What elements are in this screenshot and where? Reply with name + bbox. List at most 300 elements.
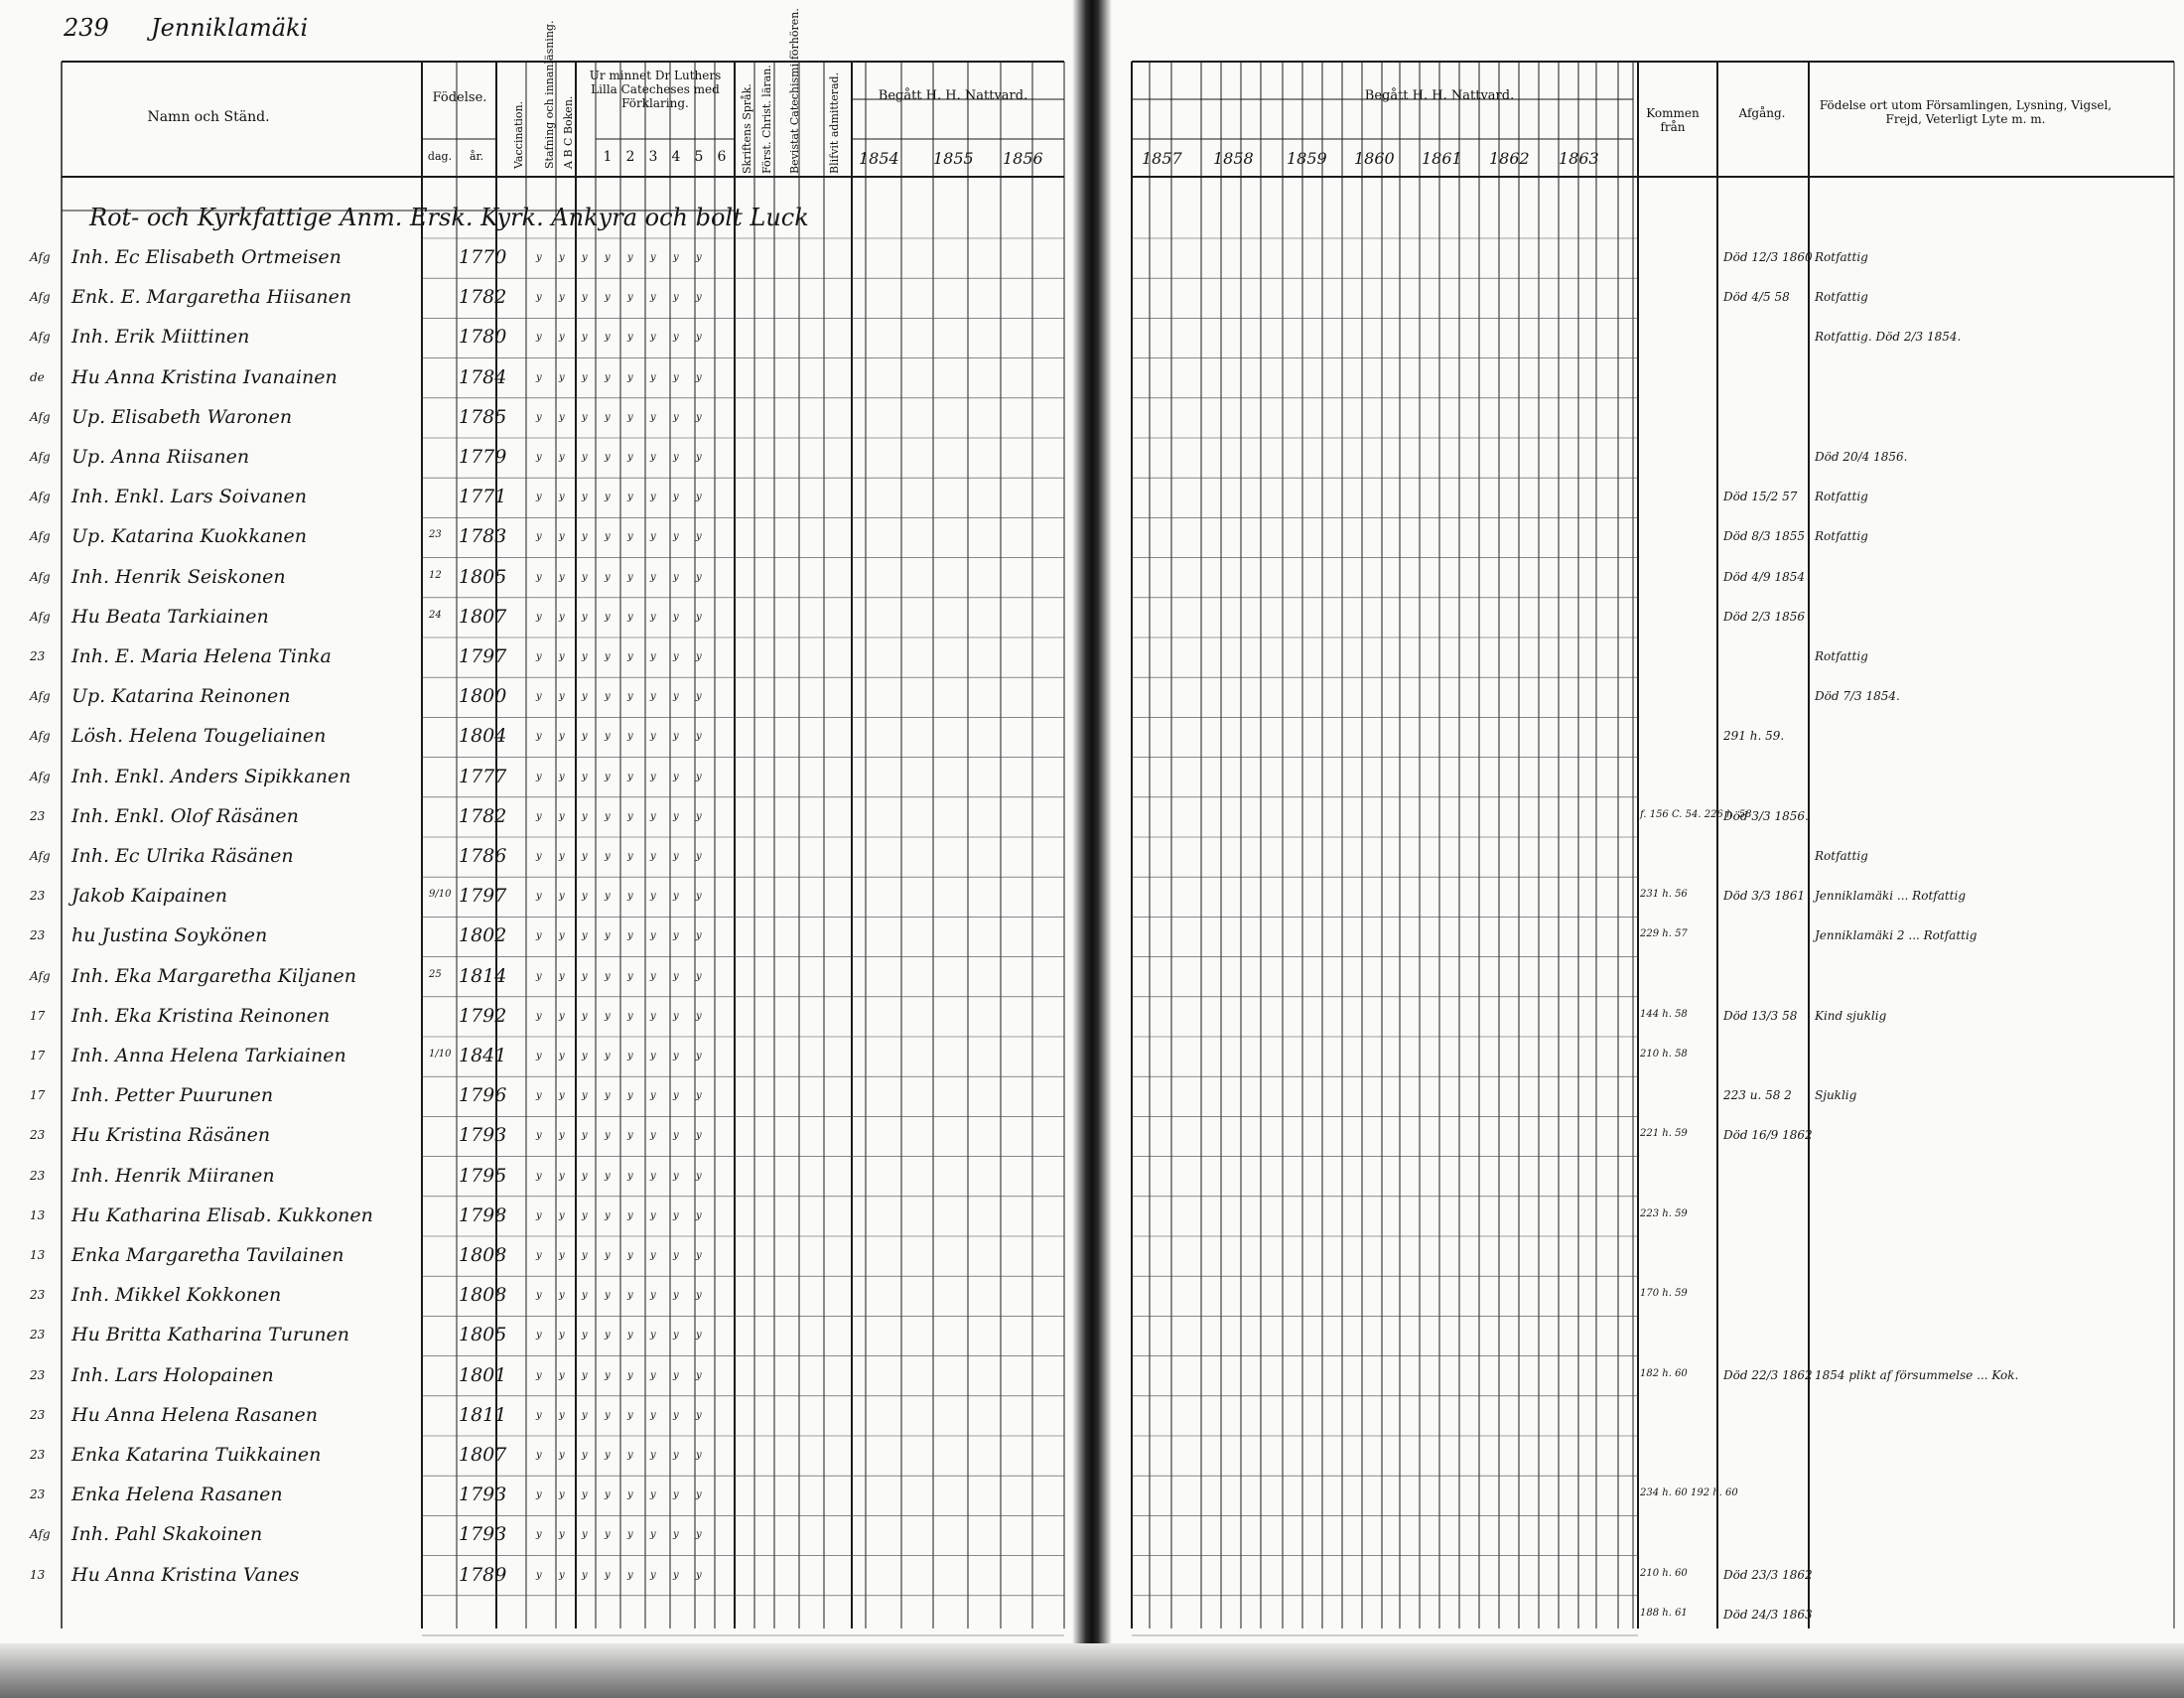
birth-year: 1782	[459, 286, 507, 309]
check-mark: y	[582, 292, 588, 304]
check-mark: y	[650, 1290, 656, 1302]
check-mark: y	[559, 651, 565, 662]
header-departure: Afgång.	[1738, 106, 1786, 120]
departure-note: Död 16/9 1862	[1723, 1128, 1813, 1143]
departure-note: Död 24/3 1863	[1723, 1607, 1813, 1622]
check-mark: y	[536, 1051, 542, 1061]
check-mark: y	[696, 252, 702, 263]
remark-note: Rotfattig	[1815, 490, 1868, 504]
person-name: Inh. Henrik Miiranen	[71, 1164, 275, 1187]
person-name: Inh. Henrik Seiskonen	[71, 565, 286, 588]
check-mark: y	[696, 1051, 702, 1061]
person-name: Hu Anna Kristina Vanes	[71, 1563, 300, 1586]
check-mark: y	[605, 371, 611, 383]
arrival-note: 210 h. 60	[1640, 1567, 1688, 1579]
check-mark: y	[673, 1090, 679, 1102]
header-christianity: Först. Christ. läran.	[760, 65, 773, 174]
person-name: Enk. E. Margaretha Hiisanen	[71, 286, 352, 309]
check-mark: y	[605, 411, 611, 423]
birth-day: 9/10	[429, 889, 452, 901]
check-mark: y	[673, 371, 679, 383]
person-name: Hu Britta Katharina Turunen	[71, 1324, 350, 1346]
check-mark: y	[536, 1010, 542, 1022]
birth-year: 1793	[459, 1124, 507, 1147]
communion-year-right: 1859	[1287, 149, 1327, 168]
person-name: Enka Helena Rasanen	[71, 1484, 283, 1506]
check-mark: y	[582, 771, 588, 782]
communion-year-right: 1863	[1559, 149, 1599, 168]
check-mark: y	[559, 252, 565, 263]
check-mark: y	[559, 1529, 565, 1541]
check-mark: y	[559, 492, 565, 503]
check-mark: y	[650, 1051, 656, 1061]
arrival-note: 182 h. 60	[1640, 1367, 1688, 1379]
check-mark: y	[673, 771, 679, 782]
check-mark: y	[536, 1489, 542, 1501]
person-name: Jakob Kaipainen	[71, 885, 227, 908]
check-mark: y	[696, 1130, 702, 1142]
remark-note: Rotfattig	[1815, 849, 1868, 863]
check-mark: y	[605, 851, 611, 862]
remark-note: Rotfattig	[1815, 290, 1868, 305]
check-mark: y	[605, 891, 611, 903]
check-mark: y	[627, 970, 633, 982]
check-mark: y	[582, 531, 588, 543]
departure-note: Död 3/3 1856.	[1723, 808, 1809, 823]
check-mark: y	[559, 531, 565, 543]
check-mark: y	[673, 531, 679, 543]
communion-year-right: 1861	[1422, 149, 1462, 168]
check-mark: y	[605, 731, 611, 743]
row-mark: Afg	[30, 1527, 51, 1542]
arrival-note: 231 h. 56	[1640, 889, 1688, 901]
person-name: Inh. Mikkel Kokkonen	[71, 1284, 282, 1307]
check-mark: y	[627, 371, 633, 383]
check-mark: y	[696, 771, 702, 782]
check-mark: y	[673, 651, 679, 662]
check-mark: y	[673, 1489, 679, 1501]
check-mark: y	[536, 292, 542, 304]
check-mark: y	[536, 1090, 542, 1102]
check-mark: y	[696, 571, 702, 583]
check-mark: y	[650, 771, 656, 782]
birth-year: 1792	[459, 1004, 507, 1027]
check-mark: y	[696, 452, 702, 463]
row-mark: Afg	[30, 290, 51, 305]
check-mark: y	[605, 1090, 611, 1102]
check-mark: y	[582, 810, 588, 822]
birth-year: 1783	[459, 525, 507, 548]
check-mark: y	[536, 1569, 542, 1581]
check-mark: y	[536, 1170, 542, 1182]
check-mark: y	[650, 571, 656, 583]
check-mark: y	[536, 930, 542, 942]
check-mark: y	[627, 1290, 633, 1302]
check-mark: y	[650, 1569, 656, 1581]
check-mark: y	[650, 332, 656, 344]
check-mark: y	[627, 611, 633, 623]
check-mark: y	[582, 930, 588, 942]
check-mark: y	[582, 1250, 588, 1261]
row-mark: 23	[30, 889, 46, 904]
check-mark: y	[650, 1489, 656, 1501]
check-mark: y	[582, 1130, 588, 1142]
check-mark: y	[559, 1489, 565, 1501]
check-mark: y	[536, 1290, 542, 1302]
check-mark: y	[582, 970, 588, 982]
person-name: Inh. Erik Miittinen	[71, 326, 250, 349]
catechism-col-3: 3	[648, 149, 658, 165]
check-mark: y	[605, 1250, 611, 1261]
check-mark: y	[627, 1250, 633, 1261]
check-mark: y	[536, 1209, 542, 1221]
check-mark: y	[627, 452, 633, 463]
check-mark: y	[605, 1409, 611, 1421]
check-mark: y	[559, 411, 565, 423]
check-mark: y	[536, 411, 542, 423]
check-mark: y	[559, 1290, 565, 1302]
birth-day: 23	[429, 529, 442, 541]
birth-year: 1793	[459, 1523, 507, 1546]
check-mark: y	[696, 731, 702, 743]
birth-year: 1784	[459, 365, 507, 388]
person-name: Inh. Ec Elisabeth Ortmeisen	[71, 246, 341, 268]
person-name: Hu Beata Tarkiainen	[71, 605, 269, 628]
row-mark: 13	[30, 1248, 46, 1262]
check-mark: y	[605, 771, 611, 782]
check-mark: y	[650, 1250, 656, 1261]
check-mark: y	[536, 651, 542, 662]
check-mark: y	[673, 1130, 679, 1142]
header-confirmation: Bevistat Catechismi-förhören.	[788, 8, 801, 174]
catechism-col-1: 1	[603, 149, 613, 165]
person-name: hu Justina Soykönen	[71, 924, 268, 947]
page-number: 239	[64, 14, 109, 42]
arrival-note: 229 h. 57	[1640, 928, 1688, 940]
check-mark: y	[605, 1489, 611, 1501]
check-mark: y	[536, 1330, 542, 1342]
check-mark: y	[627, 1330, 633, 1342]
check-mark: y	[650, 810, 656, 822]
birth-year: 1779	[459, 446, 507, 468]
check-mark: y	[605, 1170, 611, 1182]
birth-year: 1795	[459, 1164, 507, 1187]
person-name: Hu Kristina Räsänen	[71, 1124, 271, 1147]
row-mark: 23	[30, 1128, 46, 1143]
check-mark: y	[673, 492, 679, 503]
communion-year-right: 1857	[1142, 149, 1182, 168]
check-mark: y	[650, 691, 656, 703]
check-mark: y	[605, 1290, 611, 1302]
check-mark: y	[650, 891, 656, 903]
birth-year: 1804	[459, 725, 507, 748]
remark-note: 1854 plikt af försummelse ... Kok.	[1815, 1367, 2019, 1382]
check-mark: y	[673, 252, 679, 263]
row-mark: Afg	[30, 689, 51, 704]
check-mark: y	[696, 371, 702, 383]
remark-note: Jenniklamäki 2 ... Rotfattig	[1815, 928, 1978, 943]
check-mark: y	[627, 1209, 633, 1221]
row-mark: de	[30, 369, 45, 384]
arrival-note: 223 h. 59	[1640, 1207, 1688, 1219]
birth-year: 1797	[459, 885, 507, 908]
check-mark: y	[650, 1209, 656, 1221]
birth-year: 1807	[459, 1444, 507, 1466]
check-mark: y	[673, 571, 679, 583]
row-mark: 23	[30, 1168, 46, 1183]
check-mark: y	[696, 1250, 702, 1261]
check-mark: y	[582, 1369, 588, 1381]
person-name: Hu Anna Kristina Ivanainen	[71, 365, 338, 388]
person-name: Inh. Eka Margaretha Kiljanen	[71, 964, 357, 987]
check-mark: y	[559, 1010, 565, 1022]
person-name: Up. Anna Riisanen	[71, 446, 250, 468]
check-mark: y	[582, 691, 588, 703]
departure-note: Död 4/9 1854	[1723, 569, 1806, 584]
check-mark: y	[650, 292, 656, 304]
communion-year-left: 1854	[859, 149, 899, 168]
check-mark: y	[650, 371, 656, 383]
check-mark: y	[582, 332, 588, 344]
check-mark: y	[582, 1409, 588, 1421]
row-mark: 23	[30, 1448, 46, 1462]
header-year: år.	[469, 150, 484, 163]
check-mark: y	[650, 1529, 656, 1541]
check-mark: y	[696, 611, 702, 623]
check-mark: y	[673, 1569, 679, 1581]
check-mark: y	[673, 691, 679, 703]
check-mark: y	[673, 1529, 679, 1541]
birth-year: 1808	[459, 1244, 507, 1266]
check-mark: y	[605, 452, 611, 463]
person-name: Lösh. Helena Tougeliainen	[71, 725, 327, 748]
departure-note: Död 4/5 58	[1723, 290, 1790, 305]
check-mark: y	[673, 1409, 679, 1421]
check-mark: y	[605, 691, 611, 703]
row-mark: 17	[30, 1008, 46, 1023]
person-name: Hu Katharina Elisab. Kukkonen	[71, 1203, 373, 1226]
birth-year: 1801	[459, 1363, 507, 1386]
birth-day: 1/10	[429, 1049, 452, 1060]
person-name: Inh. Enkl. Anders Sipikkanen	[71, 765, 351, 787]
check-mark: y	[605, 1051, 611, 1061]
check-mark: y	[650, 411, 656, 423]
header-name: Namn och Ständ.	[147, 109, 270, 125]
check-mark: y	[605, 930, 611, 942]
check-mark: y	[582, 492, 588, 503]
remark-note: Kind sjuklig	[1815, 1008, 1887, 1023]
check-mark: y	[605, 252, 611, 263]
check-mark: y	[605, 1209, 611, 1221]
check-mark: y	[696, 492, 702, 503]
check-mark: y	[627, 1489, 633, 1501]
departure-note: Död 22/3 1862	[1723, 1367, 1813, 1382]
check-mark: y	[627, 1450, 633, 1461]
person-name: Up. Katarina Reinonen	[71, 685, 291, 708]
remark-note: Död 7/3 1854.	[1815, 689, 1900, 704]
check-mark: y	[559, 611, 565, 623]
check-mark: y	[605, 1010, 611, 1022]
remark-note: Rotfattig. Död 2/3 1854.	[1815, 330, 1962, 345]
check-mark: y	[627, 891, 633, 903]
check-mark: y	[696, 1209, 702, 1221]
check-mark: y	[673, 1010, 679, 1022]
birth-year: 1802	[459, 924, 507, 947]
birth-year: 1841	[459, 1045, 507, 1066]
person-name: Inh. E. Maria Helena Tinka	[71, 645, 332, 667]
check-mark: y	[605, 492, 611, 503]
check-mark: y	[605, 531, 611, 543]
check-mark: y	[627, 571, 633, 583]
arrival-note: 144 h. 58	[1640, 1008, 1688, 1020]
check-mark: y	[650, 930, 656, 942]
check-mark: y	[582, 1569, 588, 1581]
check-mark: y	[696, 1569, 702, 1581]
check-mark: y	[696, 891, 702, 903]
arrival-note: 234 h. 60 192 h. 60	[1640, 1487, 1738, 1499]
birth-year: 1796	[459, 1084, 507, 1107]
check-mark: y	[673, 1369, 679, 1381]
check-mark: y	[650, 1369, 656, 1381]
check-mark: y	[536, 1529, 542, 1541]
section-title: Rot- och Kyrkfattige Anm. Ersk. Kyrk. Ankyra och bolt Luck	[89, 204, 809, 231]
check-mark: y	[605, 292, 611, 304]
check-mark: y	[536, 1369, 542, 1381]
birth-year: 1805	[459, 1324, 507, 1346]
birth-day: 25	[429, 968, 442, 980]
row-mark: Afg	[30, 968, 51, 983]
departure-note: Död 3/3 1861	[1723, 889, 1806, 904]
remark-note: Rotfattig	[1815, 649, 1868, 663]
check-mark: y	[582, 1170, 588, 1182]
check-mark: y	[696, 1170, 702, 1182]
check-mark: y	[627, 1369, 633, 1381]
check-mark: y	[650, 492, 656, 503]
check-mark: y	[536, 1450, 542, 1461]
header-from: Kommen från	[1646, 106, 1700, 134]
check-mark: y	[650, 452, 656, 463]
header-remarks: Födelse ort utom Församlingen, Lysning, Vigsel, Frejd, Veterligt Lyte m. m.	[1819, 98, 2113, 126]
check-mark: y	[673, 970, 679, 982]
person-name: Enka Margaretha Tavilainen	[71, 1244, 344, 1266]
check-mark: y	[627, 1569, 633, 1581]
check-mark: y	[673, 1051, 679, 1061]
check-mark: y	[650, 1330, 656, 1342]
check-mark: y	[536, 332, 542, 344]
check-mark: y	[627, 1529, 633, 1541]
row-mark: Afg	[30, 490, 51, 504]
person-name: Up. Elisabeth Waronen	[71, 405, 293, 428]
check-mark: y	[536, 611, 542, 623]
row-mark: 23	[30, 1407, 46, 1422]
row-mark: 13	[30, 1207, 46, 1222]
check-mark: y	[605, 970, 611, 982]
check-mark: y	[536, 371, 542, 383]
birth-year: 1800	[459, 685, 507, 708]
check-mark: y	[696, 1450, 702, 1461]
check-mark: y	[627, 1051, 633, 1061]
catechism-col-6: 6	[717, 149, 727, 165]
check-mark: y	[627, 411, 633, 423]
check-mark: y	[696, 531, 702, 543]
check-mark: y	[627, 1090, 633, 1102]
check-mark: y	[627, 252, 633, 263]
birth-year: 1811	[459, 1403, 507, 1426]
check-mark: y	[696, 1290, 702, 1302]
row-mark: 23	[30, 1367, 46, 1382]
check-mark: y	[605, 1330, 611, 1342]
birth-day: 12	[429, 569, 442, 581]
birth-year: 1777	[459, 765, 507, 787]
departure-note: 291 h. 59.	[1723, 729, 1785, 744]
row-mark: Afg	[30, 529, 51, 544]
row-mark: Afg	[30, 569, 51, 584]
check-mark: y	[627, 810, 633, 822]
check-mark: y	[559, 1170, 565, 1182]
check-mark: y	[673, 292, 679, 304]
check-mark: y	[673, 891, 679, 903]
check-mark: y	[559, 1450, 565, 1461]
header-day: dag.	[427, 150, 453, 163]
check-mark: y	[673, 1330, 679, 1342]
row-mark: 23	[30, 808, 46, 823]
communion-year-right: 1858	[1213, 149, 1254, 168]
arrival-note: 221 h. 59	[1640, 1128, 1688, 1140]
check-mark: y	[673, 611, 679, 623]
check-mark: y	[673, 1209, 679, 1221]
check-mark: y	[536, 252, 542, 263]
check-mark: y	[582, 731, 588, 743]
remark-note: Sjuklig	[1815, 1088, 1857, 1103]
check-mark: y	[650, 1090, 656, 1102]
check-mark: y	[696, 970, 702, 982]
check-mark: y	[536, 492, 542, 503]
check-mark: y	[536, 691, 542, 703]
person-name: Inh. Eka Kristina Reinonen	[71, 1004, 331, 1027]
check-mark: y	[582, 651, 588, 662]
check-mark: y	[673, 411, 679, 423]
departure-note: Död 23/3 1862	[1723, 1567, 1813, 1582]
check-mark: y	[536, 891, 542, 903]
check-mark: y	[650, 731, 656, 743]
birth-year: 1785	[459, 405, 507, 428]
remark-note: Död 20/4 1856.	[1815, 450, 1908, 464]
row-mark: 23	[30, 1328, 46, 1343]
check-mark: y	[650, 1130, 656, 1142]
catechism-col-4: 4	[671, 149, 681, 165]
check-mark: y	[536, 531, 542, 543]
header-communion-right: Begått H. H. Nattvard.	[1364, 88, 1515, 103]
person-name: Enka Katarina Tuikkainen	[71, 1444, 322, 1466]
check-mark: y	[536, 1130, 542, 1142]
check-mark: y	[605, 1130, 611, 1142]
check-mark: y	[536, 810, 542, 822]
header-communion-left: Begått H. H. Nattvard.	[878, 88, 1028, 103]
check-mark: y	[582, 1010, 588, 1022]
check-mark: y	[559, 851, 565, 862]
check-mark: y	[582, 371, 588, 383]
check-mark: y	[650, 970, 656, 982]
check-mark: y	[673, 930, 679, 942]
check-mark: y	[696, 810, 702, 822]
check-mark: y	[650, 1409, 656, 1421]
arrival-note: 210 h. 58	[1640, 1049, 1688, 1060]
check-mark: y	[627, 771, 633, 782]
check-mark: y	[559, 891, 565, 903]
check-mark: y	[696, 930, 702, 942]
check-mark: y	[696, 1529, 702, 1541]
birth-year: 1793	[459, 1484, 507, 1506]
